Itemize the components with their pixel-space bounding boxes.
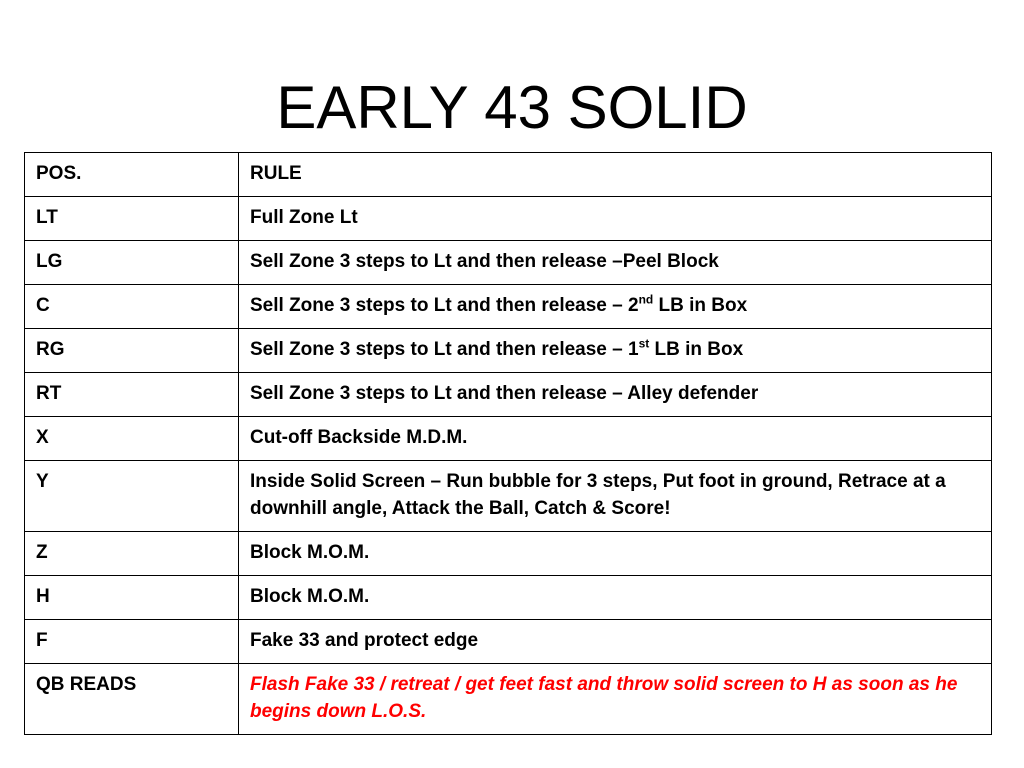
- table-row-rt: [25, 373, 992, 417]
- rule-cell: Sell Zone 3 steps to Lt and then release – Alley defender: [239, 373, 992, 417]
- rule-text-end: LB in Box: [649, 339, 744, 360]
- pos-cell: RG: [25, 329, 239, 373]
- header-pos: POS.: [25, 153, 239, 197]
- rule-cell: Block M.O.M.: [239, 532, 992, 576]
- table-row-c: [25, 285, 992, 329]
- table-header-row: [25, 153, 992, 197]
- pos-cell: LG: [25, 241, 239, 285]
- table-row-y: [25, 461, 992, 532]
- table-row-h: [25, 576, 992, 620]
- rule-cell: Full Zone Lt: [239, 197, 992, 241]
- pos-cell: RT: [25, 373, 239, 417]
- pos-cell: QB READS: [25, 664, 239, 735]
- pos-cell: Y: [25, 461, 239, 532]
- rule-cell: [239, 285, 992, 329]
- pos-cell: LT: [25, 197, 239, 241]
- pos-cell: F: [25, 620, 239, 664]
- ordinal-suffix: nd: [638, 292, 654, 307]
- pos-cell: Z: [25, 532, 239, 576]
- table-row-lg: [25, 241, 992, 285]
- table-row-x: [25, 417, 992, 461]
- pos-cell: H: [25, 576, 239, 620]
- pos-cell: X: [25, 417, 239, 461]
- qb-reads-rule-cell: Flash Fake 33 / retreat / get feet fast and throw solid screen to H as soon as he begins down L.O.S.: [239, 664, 992, 735]
- table-row-z: [25, 532, 992, 576]
- rule-cell: Block M.O.M.: [239, 576, 992, 620]
- slide-title: EARLY 43 SOLID: [276, 74, 748, 141]
- header-rule: RULE: [239, 153, 992, 197]
- rule-text: Sell Zone 3 steps to Lt and then release – 2: [250, 295, 639, 316]
- rule-text: Sell Zone 3 steps to Lt and then release – 1: [250, 339, 639, 360]
- rules-table: [24, 152, 992, 735]
- table-row-rg: [25, 329, 992, 373]
- table-row-lt: [25, 197, 992, 241]
- rule-cell: Sell Zone 3 steps to Lt and then release –Peel Block: [239, 241, 992, 285]
- rule-text-end: LB in Box: [653, 295, 748, 316]
- table-row-qb-reads: [25, 664, 992, 735]
- pos-cell: C: [25, 285, 239, 329]
- rule-cell: Fake 33 and protect edge: [239, 620, 992, 664]
- rule-cell: Inside Solid Screen – Run bubble for 3 steps, Put foot in ground, Retrace at a downhill angle, Attack the Ball, Catch & Score!: [239, 461, 992, 532]
- rule-cell: [239, 329, 992, 373]
- table-row-f: [25, 620, 992, 664]
- ordinal-suffix: st: [638, 336, 650, 351]
- rule-cell: Cut-off Backside M.D.M.: [239, 417, 992, 461]
